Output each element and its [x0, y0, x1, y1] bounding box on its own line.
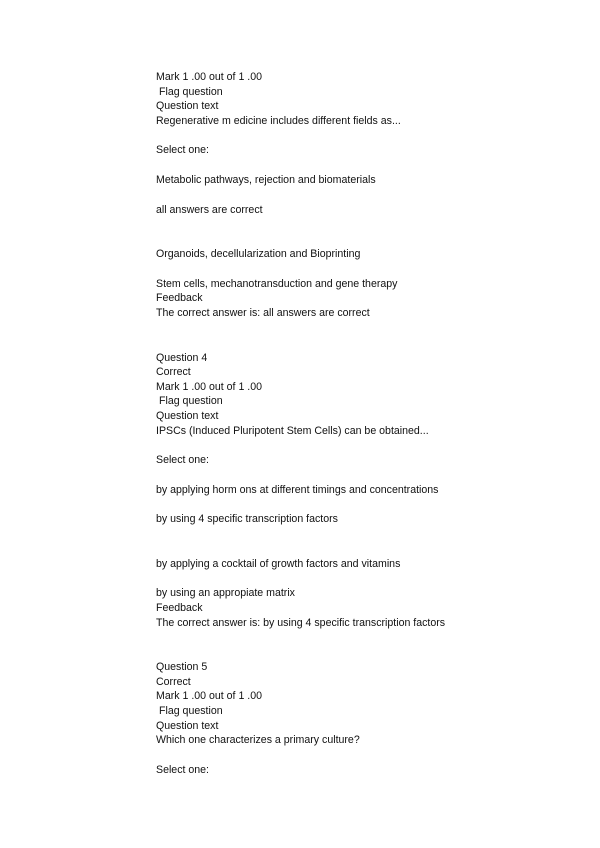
answer-option[interactable]: all answers are correct: [156, 203, 263, 216]
answer-option[interactable]: by using an appropiate matrix: [156, 587, 295, 600]
answer-option[interactable]: by using 4 specific transcription factors: [156, 513, 338, 526]
question-block: [156, 351, 586, 631]
flag-question-link[interactable]: Flag question: [159, 395, 223, 408]
correct-answer-text: The correct answer is: by using 4 specific transcription factors: [156, 616, 446, 629]
question-mark: Mark 1 .00 out of 1 .00: [156, 71, 262, 83]
flag-question-link[interactable]: Flag question: [159, 705, 223, 718]
answer-option[interactable]: Metabolic pathways, rejection and biomaterials: [156, 173, 376, 186]
question-status: Correct: [156, 366, 191, 379]
answer-option[interactable]: Organoids, decellularization and Bioprinting: [156, 248, 361, 261]
answer-option[interactable]: Stem cells, mechanotransduction and gene therapy: [156, 277, 398, 290]
question-text: IPSCs (Induced Pluripotent Stem Cells) can be obtained...: [156, 424, 429, 437]
feedback-label: Feedback: [156, 292, 203, 305]
select-one-label: Select one:: [156, 763, 210, 776]
select-one-label: Select one:: [156, 144, 210, 157]
answer-option[interactable]: by applying a cocktail of growth factors and vitamins: [156, 557, 401, 570]
question-number: Question 4: [156, 351, 208, 364]
select-one-label: Select one:: [156, 454, 210, 467]
question-block: [156, 660, 586, 777]
document-page: [156, 70, 586, 777]
question-mark: Mark 1 .00 out of 1 .00: [156, 380, 262, 393]
question-text-label: Question text: [156, 409, 219, 422]
question-status: Correct: [156, 675, 191, 688]
feedback-label: Feedback: [156, 602, 203, 615]
question-text-label: Question text: [156, 719, 219, 732]
flag-question-link[interactable]: Flag question: [159, 85, 223, 98]
question-mark: Mark 1 .00 out of 1 .00: [156, 690, 262, 703]
question-text: Which one characterizes a primary culture?: [156, 734, 360, 747]
correct-answer-text: The correct answer is: all answers are correct: [156, 306, 370, 319]
question-text: Regenerative m edicine includes different fields as...: [156, 114, 401, 127]
question-number: Question 5: [156, 661, 208, 674]
question-block: [156, 70, 586, 321]
question-text-label: Question text: [156, 100, 219, 113]
answer-option[interactable]: by applying horm ons at different timings and concentrations: [156, 483, 439, 496]
